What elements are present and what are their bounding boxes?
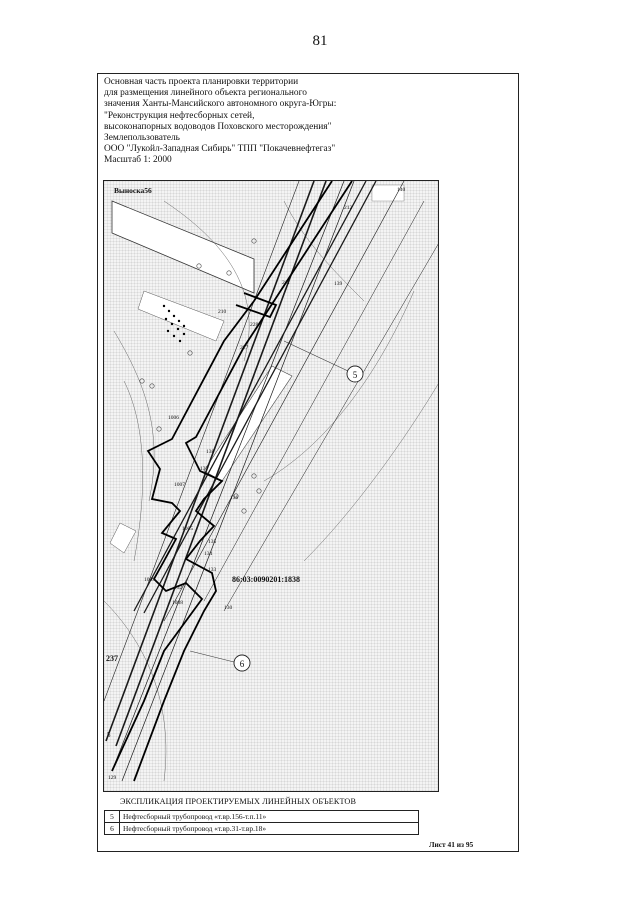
explication-block [104, 797, 434, 835]
table-row [105, 811, 419, 823]
title-line: значения Ханты-Мансийского автономного округа-Югры: [104, 99, 337, 110]
point-label: 129 [108, 775, 117, 781]
pipeline-corridor [104, 181, 439, 781]
point-label: 133 [208, 567, 217, 573]
explication-table [104, 810, 419, 835]
point-label: 1007 [174, 482, 185, 488]
row-name: Нефтесборный трубопровод «т.вр.156-т.п.11» [120, 811, 419, 823]
point-label: 134 [204, 551, 213, 557]
point-label: 5 [107, 731, 111, 739]
map-drawing [103, 180, 439, 792]
edge-label: 237 [106, 654, 118, 663]
callout-6 [190, 651, 250, 671]
point-label: 136 [230, 495, 239, 501]
point-label: 140 [397, 187, 406, 193]
title-block [104, 77, 434, 167]
row-number: 6 [105, 823, 120, 835]
title-line: "Реконструкция нефтесборных сетей, [104, 110, 255, 121]
point-label: 139 [334, 281, 343, 287]
row-name: Нефтесборный трубопровод «т.вр.31-т.вр.18» [120, 823, 419, 835]
inset-label: Выноска56 [114, 186, 152, 195]
title-line: высоконапорных водоводов Поховского месторождения" [104, 121, 332, 132]
row-number: 5 [105, 811, 120, 823]
cadastral-number: 86:03:0090201:1838 [232, 575, 300, 584]
table-row [105, 823, 419, 835]
point-label: 210 [218, 309, 227, 315]
point-label: 135 [208, 539, 217, 545]
title-line: для размещения линейного объекта регионального [104, 88, 307, 99]
explication-title: ЭКСПЛИКАЦИЯ ПРОЕКТИРУЕМЫХ ЛИНЕЙНЫХ ОБЪЕКТОВ [120, 797, 357, 806]
map-block [110, 523, 136, 553]
point-label: 132 [174, 585, 183, 591]
sheet-counter: Лист 41 из 95 [429, 840, 474, 849]
point-label: 227 [240, 345, 249, 351]
map-svg [104, 181, 439, 792]
point-label: 138 [206, 449, 215, 455]
point-label: 137 [200, 466, 209, 472]
building-plot [138, 291, 224, 341]
point-label: 1008 [172, 600, 183, 606]
point-label: 211 [282, 280, 291, 286]
callout-5 [284, 341, 363, 382]
point-label: 1006 [168, 415, 179, 421]
point-label: 228 [250, 322, 259, 328]
point-label: 1005 [182, 526, 193, 532]
point-label: 130 [224, 605, 233, 611]
scale-label: Масштаб 1: 2000 [104, 155, 172, 166]
land-user-label: Землепользователь [104, 133, 180, 144]
point-label: 212 [344, 205, 353, 211]
page-number: 81 [312, 33, 328, 49]
title-line: Основная часть проекта планировки территории [104, 77, 299, 87]
point-label: 1009 [144, 577, 155, 583]
land-user-name: ООО "Лукойл-Западная Сибирь" ТПП "Покачевнефтегаз" [104, 144, 336, 155]
parcel-strip [204, 366, 292, 481]
callout-label: 5 [352, 370, 358, 380]
callout-label: 6 [239, 659, 245, 669]
